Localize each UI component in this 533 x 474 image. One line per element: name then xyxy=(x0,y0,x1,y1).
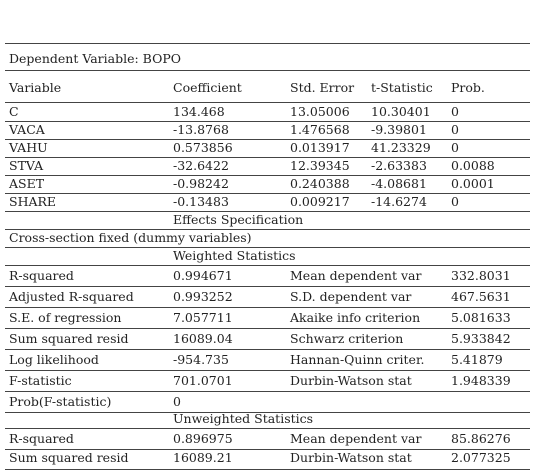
table-row xyxy=(5,193,530,211)
variable-name: ASET xyxy=(9,176,45,191)
coefficient-value: 134.468 xyxy=(173,104,225,119)
t-statistic-value: 10.30401 xyxy=(371,104,431,119)
unweighted-statistics-title: Unweighted Statistics xyxy=(173,411,314,426)
stat-label: Sum squared resid xyxy=(9,450,129,465)
stat-label: Sum squared resid xyxy=(9,331,129,346)
variable-name: SHARE xyxy=(9,194,57,209)
coefficient-value: -13.8768 xyxy=(173,122,229,137)
table-row xyxy=(5,139,530,157)
col-header-std-error: Std. Error xyxy=(290,80,355,95)
dependent-variable-label: Dependent Variable: BOPO xyxy=(9,51,181,66)
t-statistic-value: 41.23329 xyxy=(371,140,431,155)
stat-label: Adjusted R-squared xyxy=(9,289,134,304)
table-row xyxy=(5,103,530,121)
prob-value: 0 xyxy=(451,194,459,209)
stat-label: Prob(F-statistic) xyxy=(9,394,112,409)
stat-label: S.E. of regression xyxy=(9,310,122,325)
t-statistic-value: -9.39801 xyxy=(371,122,427,137)
col-header-variable: Variable xyxy=(9,80,62,95)
cross-section-spec: Cross-section fixed (dummy variables) xyxy=(9,230,252,245)
stat-row xyxy=(5,447,530,469)
stat-label: Mean dependent var xyxy=(290,431,422,446)
dependent-variable-row xyxy=(5,50,530,68)
stat-label: Akaike info criterion xyxy=(290,310,421,325)
table-row xyxy=(5,157,530,175)
variable-name: STVA xyxy=(9,158,44,173)
col-header-t-statistic: t-Statistic xyxy=(371,80,433,95)
std-error-value: 0.013917 xyxy=(290,140,350,155)
stat-value: -954.735 xyxy=(173,352,229,367)
stat-label: F-statistic xyxy=(9,373,72,388)
std-error-value: 1.476568 xyxy=(290,122,350,137)
stat-label: Schwarz criterion xyxy=(290,331,404,346)
unweighted-title-row xyxy=(5,410,530,428)
stat-value: 1.948339 xyxy=(451,373,511,388)
t-statistic-value: -4.08681 xyxy=(371,176,427,191)
stat-value: 5.933842 xyxy=(451,331,511,346)
effects-specification-title: Effects Specification xyxy=(173,212,304,227)
std-error-value: 0.009217 xyxy=(290,194,350,209)
prob-value: 0.0088 xyxy=(451,158,495,173)
std-error-value: 13.05006 xyxy=(290,104,350,119)
weighted-title-row xyxy=(5,247,530,265)
column-header-row xyxy=(5,79,530,97)
weighted-statistics-title: Weighted Statistics xyxy=(173,248,296,263)
prob-value: 0 xyxy=(451,122,459,137)
stat-value: 16089.21 xyxy=(173,450,233,465)
variable-name: VACA xyxy=(9,122,45,137)
stat-row xyxy=(5,349,530,371)
effects-spec-row xyxy=(5,229,530,247)
t-statistic-value: -2.63383 xyxy=(371,158,427,173)
stat-row xyxy=(5,265,530,287)
variable-name: C xyxy=(9,104,19,119)
coefficient-value: -32.6422 xyxy=(173,158,229,173)
stat-value: 2.077325 xyxy=(451,450,511,465)
stat-row xyxy=(5,328,530,350)
table-row xyxy=(5,175,530,193)
table-bottom-rule xyxy=(5,469,530,470)
col-header-coefficient: Coefficient xyxy=(173,80,242,95)
stat-label: R-squared xyxy=(9,431,74,446)
variable-name: VAHU xyxy=(9,140,48,155)
stat-value: 0.993252 xyxy=(173,289,233,304)
col-header-prob: Prob. xyxy=(451,80,485,95)
stat-value: 16089.04 xyxy=(173,331,233,346)
stat-label: Log likelihood xyxy=(9,352,99,367)
effects-title-row xyxy=(5,211,530,229)
prob-value: 0 xyxy=(451,140,459,155)
stat-label: Durbin-Watson stat xyxy=(290,450,412,465)
stat-value: 5.41879 xyxy=(451,352,503,367)
stat-row xyxy=(5,307,530,329)
stat-value: 5.081633 xyxy=(451,310,511,325)
table-row xyxy=(5,121,530,139)
t-statistic-value: -14.6274 xyxy=(371,194,427,209)
stat-label: Durbin-Watson stat xyxy=(290,373,412,388)
stat-label: S.D. dependent var xyxy=(290,289,412,304)
stat-label: Hannan-Quinn criter. xyxy=(290,352,425,367)
stat-value: 467.5631 xyxy=(451,289,511,304)
stat-label: R-squared xyxy=(9,268,74,283)
stat-value: 332.8031 xyxy=(451,268,511,283)
stat-row xyxy=(5,286,530,308)
stat-value: 0.896975 xyxy=(173,431,233,446)
stat-row xyxy=(5,370,530,392)
stat-value: 701.0701 xyxy=(173,373,233,388)
stat-value: 0 xyxy=(173,394,181,409)
std-error-value: 0.240388 xyxy=(290,176,350,191)
prob-value: 0.0001 xyxy=(451,176,495,191)
prob-value: 0 xyxy=(451,104,459,119)
stat-value: 85.86276 xyxy=(451,431,511,446)
stat-value: 7.057711 xyxy=(173,310,233,325)
coefficient-value: -0.13483 xyxy=(173,194,229,209)
std-error-value: 12.39345 xyxy=(290,158,350,173)
table-top-rule xyxy=(5,43,530,44)
header-rule xyxy=(5,70,530,71)
coefficient-value: -0.98242 xyxy=(173,176,229,191)
coefficient-value: 0.573856 xyxy=(173,140,233,155)
stat-value: 0.994671 xyxy=(173,268,233,283)
stat-label: Mean dependent var xyxy=(290,268,422,283)
